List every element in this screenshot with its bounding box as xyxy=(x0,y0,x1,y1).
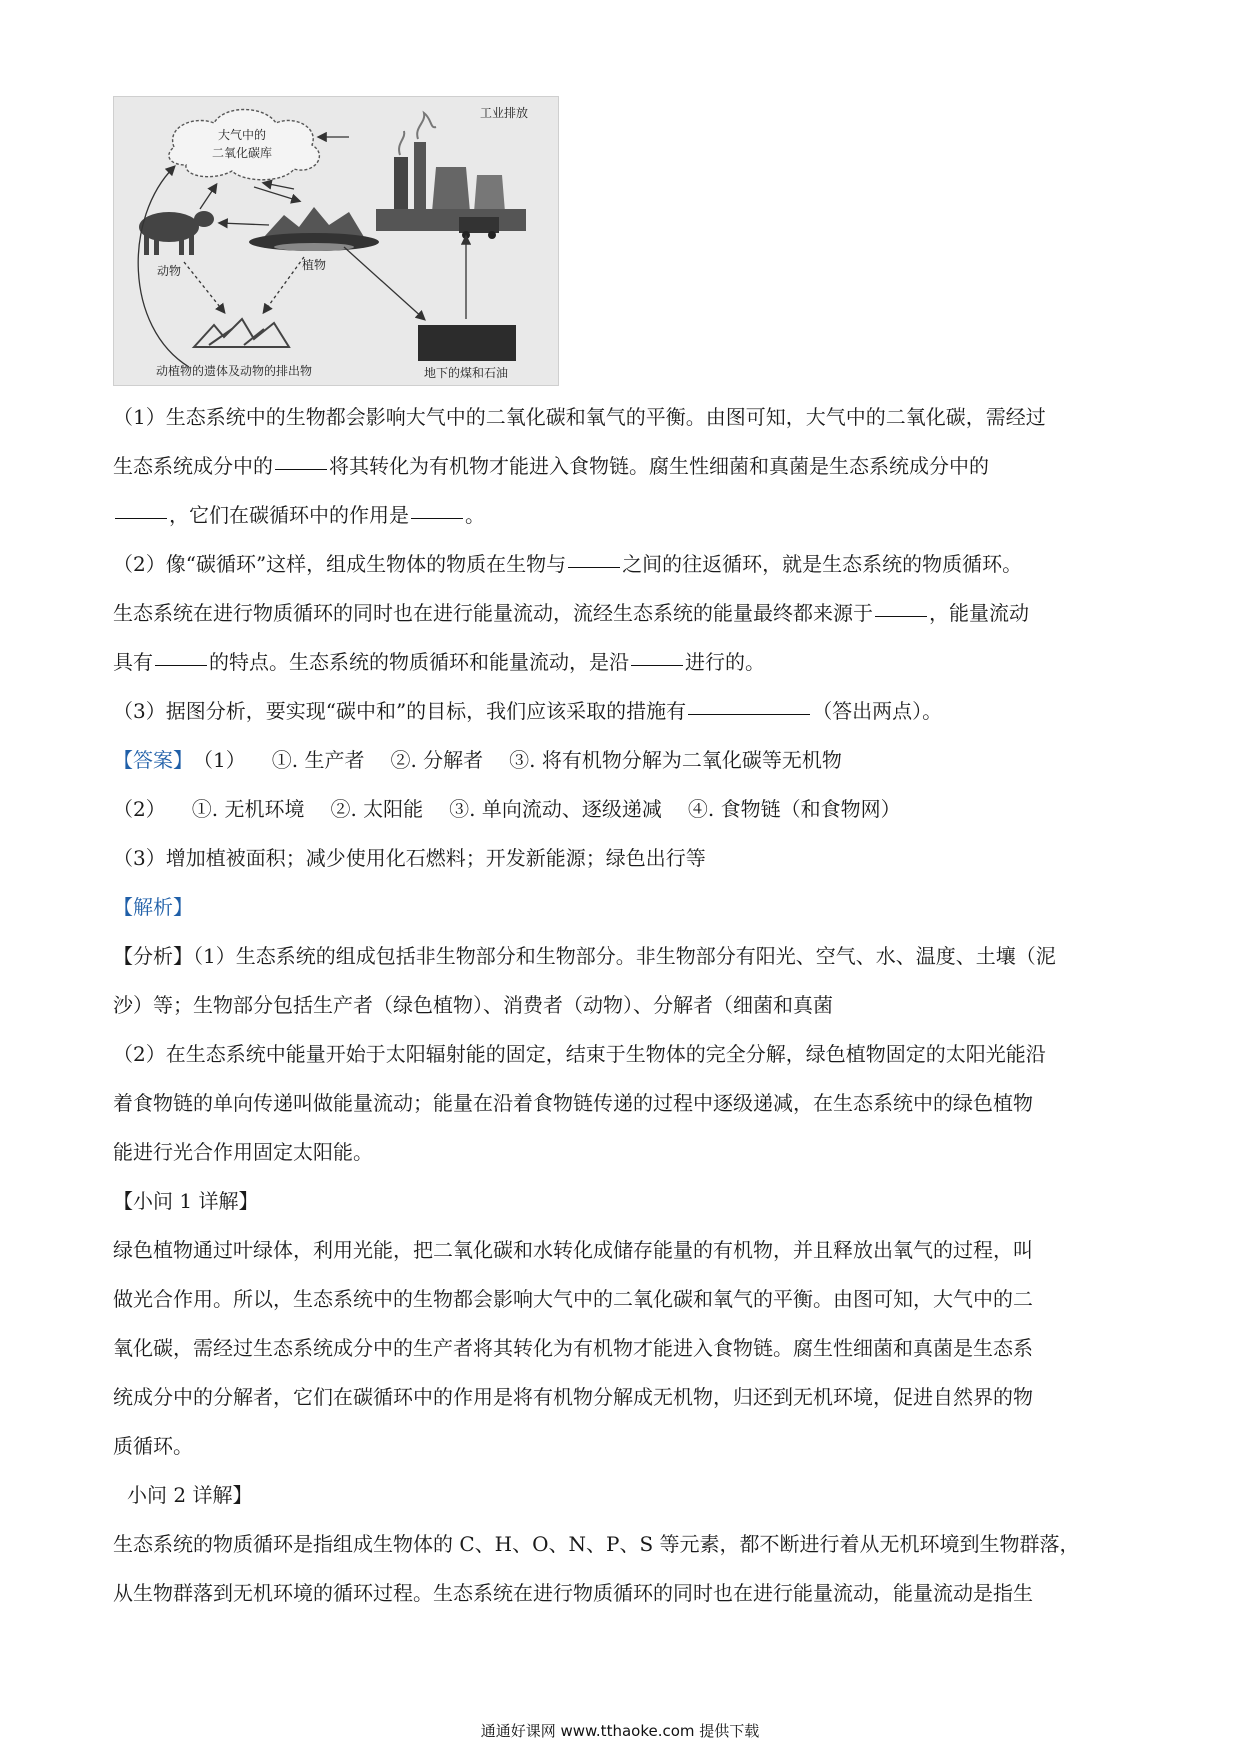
question-2-line-2: 生态系统在进行物质循环的同时也在进行能量流动，流经生态系统的能量最终都来源于 ，能量流动 xyxy=(113,601,1029,625)
remains-icon xyxy=(194,319,289,347)
cow-icon xyxy=(139,211,214,255)
question-1-line-3: ，它们在碳循环中的作用是 。 xyxy=(113,491,1133,540)
question-1-line-2: 生态系统成分中的 将其转化为有机物才能进入食物链。腐生性细菌和真菌是生态系统成分中的 xyxy=(113,454,989,478)
question-2-line-1: （2）像“碳循环”这样，组成生物体的物质在生物与 之间的往返循环，就是生态系统的物质循环。 xyxy=(113,552,1023,576)
sub1-line-1: 绿色植物通过叶绿体，利用光能，把二氧化碳和水转化成储存能量的有机物，并且释放出氧气的过程，叫 xyxy=(113,1238,1033,1262)
factory-icon xyxy=(376,113,526,239)
analysis-tag: 【解析】 xyxy=(113,895,193,919)
answer-row-3: （3）增加植被面积；减少使用化石燃料；开发新能源；绿色出行等 xyxy=(113,846,706,870)
page-content xyxy=(113,393,1133,1618)
answer-blank xyxy=(411,517,463,519)
answer-blank xyxy=(688,713,810,715)
carbon-cycle-figure xyxy=(113,96,559,386)
page-footer: 通通好课网 www.tthaoke.com 提供下载 xyxy=(480,1722,760,1740)
analysis-fenxi-2: 沙）等；生物部分包括生产者（绿色植物）、消费者（动物）、分解者（细菌和真菌 xyxy=(113,993,833,1017)
answer-row-2: （2） ①. 无机环境 ②. 太阳能 ③. 单向流动、逐级递减 ④. 食物链（和食物网） xyxy=(113,797,901,821)
sub-question-1-title: 【小问 1 详解】 xyxy=(113,1189,259,1213)
label-fossil: 地下的煤和石油 xyxy=(423,366,509,380)
label-animal: 动物 xyxy=(156,264,182,278)
sub-question-2-title: 小问 2 详解】 xyxy=(127,1483,253,1507)
plant-icon xyxy=(249,207,379,251)
question-3: （3）据图分析，要实现“碳中和”的目标，我们应该采取的措施有 （答出两点）。 xyxy=(113,699,943,723)
label-atmosphere-1: 大气中的 xyxy=(217,128,267,142)
sub1-line-4: 统成分中的分解者，它们在碳循环中的作用是将有机物分解成无机物，归还到无机环境，促进自然界的物 xyxy=(113,1385,1033,1409)
answer-blank xyxy=(115,517,167,519)
sub1-line-2: 做光合作用。所以，生态系统中的生物都会影响大气中的二氧化碳和氧气的平衡。由图可知，大气中的二 xyxy=(113,1287,1033,1311)
answer-blank xyxy=(568,566,620,568)
label-plant: 植物 xyxy=(301,258,327,272)
analysis-fenxi-1: 【分析】（1）生态系统的组成包括非生物部分和生物部分。非生物部分有阳光、空气、水、温度、土壤（泥 xyxy=(113,944,1056,968)
analysis-p2-3: 能进行光合作用固定太阳能。 xyxy=(113,1140,373,1164)
sub2-line-2: 从生物群落到无机环境的循环过程。生态系统在进行物质循环的同时也在进行能量流动，能量流动是指生 xyxy=(113,1581,1033,1605)
carbon-cycle-diagram xyxy=(114,97,559,386)
question-1-line-1: （1）生态系统中的生物都会影响大气中的二氧化碳和氧气的平衡。由图可知，大气中的二氧化碳，需经过 xyxy=(113,405,1046,429)
answer-blank xyxy=(875,615,927,617)
cloud-icon xyxy=(169,110,320,180)
sub1-line-3: 氧化碳，需经过生态系统成分中的生产者将其转化为有机物才能进入食物链。腐生性细菌和真菌是生态系 xyxy=(113,1336,1033,1360)
answer-blank xyxy=(155,664,207,666)
question-2-line-3: 具有 的特点。生态系统的物质循环和能量流动，是沿 进行的。 xyxy=(113,650,765,674)
label-atmosphere-2: 二氧化碳库 xyxy=(211,146,273,160)
fossil-block xyxy=(418,325,516,361)
answer-tag: 【答案】 xyxy=(113,748,193,772)
analysis-p2-1: （2）在生态系统中能量开始于太阳辐射能的固定，结束于生物体的完全分解，绿色植物固定的太阳光能沿 xyxy=(113,1042,1046,1066)
answer-blank xyxy=(631,664,683,666)
sub2-line-1: 生态系统的物质循环是指组成生物体的 C、H、O、N、P、S 等元素，都不断进行着从无机环境到生物群落， xyxy=(113,1532,1080,1556)
analysis-p2-2: 着食物链的单向传递叫做能量流动；能量在沿着食物链传递的过程中逐级递减，在生态系统中的绿色植物 xyxy=(113,1091,1033,1115)
sub1-line-5: 质循环。 xyxy=(113,1434,193,1458)
label-industry: 工业排放 xyxy=(479,106,529,120)
label-remains: 动植物的遗体及动物的排出物 xyxy=(155,364,313,378)
answer-row-1: 【答案】（1） ①. 生产者 ②. 分解者 ③. 将有机物分解为二氧化碳等无机物 xyxy=(113,736,1133,785)
answer-blank xyxy=(275,468,327,470)
